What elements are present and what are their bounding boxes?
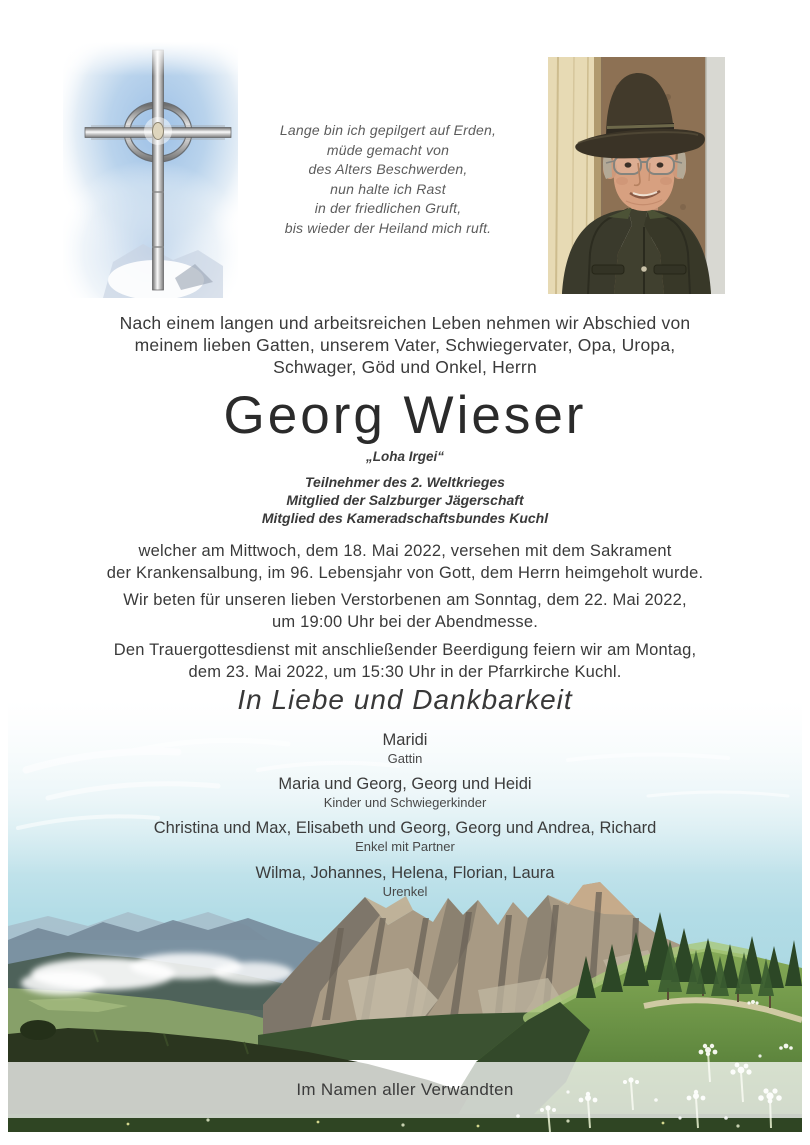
family-relation: Kinder und Schwiegerkinder [323,795,487,810]
family-relation: Urenkel [382,884,428,899]
footer-strip [8,1062,802,1118]
portrait-photo [548,57,725,294]
deceased-nickname: „Loha Irgei“ [365,449,444,464]
poem-line: in der friedlichen Gruft, [314,200,462,216]
prayer-paragraph: Wir beten für unseren lieben Verstorbenen am Sonntag, dem 22. Mai 2022, um 19:00 Uhr bei der Abendmesse. [123,591,687,631]
poem-line: nun halte ich Rast [330,180,446,197]
footer-text: Im Namen aller Verwandten [296,1080,514,1099]
family-names: Christina und Max, Elisabeth und Georg, Georg und Andrea, Richard [153,819,657,837]
family-names: Wilma, Johannes, Helena, Florian, Laura [255,864,555,882]
poem [258,121,518,238]
summit-cross-image [63,42,238,298]
intro-line: meinem lieben Gatten, unserem Vater, Schwiegervater, Opa, Uropa, [134,335,676,355]
membership-line: Mitglied des Kameradschaftsbundes Kuchl [261,510,549,526]
closing-phrase: In Liebe und Dankbarkeit [237,684,573,715]
family-names: Maridi [382,731,428,749]
poem-line: müde gemacht von [326,141,450,158]
deceased-name: Georg Wieser [223,386,587,445]
family-names: Maria und Georg, Georg und Heidi [278,775,532,793]
poem-line: Lange bin ich gepilgert auf Erden, [279,122,497,138]
membership-line: Teilnehmer des 2. Weltkrieges [305,474,505,490]
intro-line: Schwager, Göd und Onkel, Herrn [273,357,537,377]
funeral-paragraph: Den Trauergottesdienst mit anschließender Beerdigung feiern wir am Montag, dem 23. Mai 2022, um 15:30 Uhr in der Pfarrkirche Kuchl. [113,641,697,681]
intro-line: Nach einem langen und arbeitsreichen Leben nehmen wir Abschied von [119,313,691,333]
membership-line: Mitglied der Salzburger Jägerschaft [286,492,524,508]
family-relation: Gattin [387,751,423,766]
memberships [0,473,810,527]
passing-paragraph: welcher am Mittwoch, dem 18. Mai 2022, versehen mit dem Sakrament der Krankensalbung, im 96. Lebensjahr von Gott, dem Herrn heimgeholt wurde. [106,542,704,582]
poem-line: des Alters Beschwerden, [308,161,468,177]
family-relation: Enkel mit Partner [355,839,455,854]
intro-paragraph [0,312,810,378]
poem-line: bis wieder der Heiland mich ruft. [284,219,492,236]
